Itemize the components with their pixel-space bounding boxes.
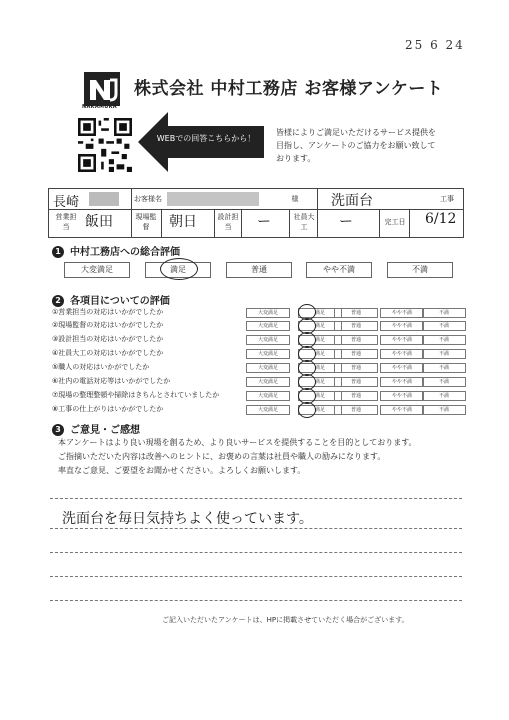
overall-option-slightly-dissatisfied[interactable]: やや不満 (306, 262, 372, 278)
company-logo-icon (84, 72, 120, 106)
rating-option[interactable]: 満足 (298, 391, 342, 401)
rating-option[interactable]: 大変満足 (246, 363, 290, 373)
rating-option[interactable]: 大変満足 (246, 321, 290, 331)
rating-option[interactable]: やや不満 (380, 321, 424, 331)
rating-option[interactable]: やや不満 (380, 349, 424, 359)
honorific-label: 様 (291, 195, 299, 203)
staff-label: 社員大工 (293, 213, 315, 231)
page-title: 株式会社 中村工務店 お客様アンケート (134, 79, 444, 99)
rating-option[interactable]: やや不満 (380, 405, 424, 415)
intro-text: 皆様によりご満足いただけるサービス提供を 目指し、アンケートのご協力をお願い致して おります。 (276, 128, 436, 163)
rating-row (52, 362, 509, 374)
question-label: ②現場監督の対応はいかがでしたか (52, 321, 164, 329)
rating-option[interactable]: 普通 (334, 308, 378, 318)
customer-label: お客様名 (134, 195, 162, 203)
sales-label: 営業担当 (55, 213, 77, 231)
blurred-customer (167, 192, 259, 206)
rating-option[interactable]: 普通 (334, 349, 378, 359)
question-label: ③設計担当の対応はいかがでしたか (52, 335, 164, 343)
overall-option-normal[interactable]: 普通 (226, 262, 292, 278)
info-table (48, 188, 464, 238)
site-value: 朝日 (169, 214, 197, 230)
rating-option[interactable]: 普通 (334, 363, 378, 373)
rating-option[interactable]: 不満 (422, 391, 466, 401)
rating-option[interactable]: 不満 (422, 405, 466, 415)
rating-option[interactable]: 普通 (334, 321, 378, 331)
completion-label: 完工日 (384, 218, 406, 226)
rating-option[interactable]: 不満 (422, 363, 466, 373)
comment-text[interactable]: 洗面台を毎日気持ちよく使っています。 (62, 511, 313, 527)
rating-option[interactable]: 満足 (298, 405, 342, 415)
comment-line (50, 498, 462, 499)
comment-line (50, 552, 462, 553)
rating-row (52, 404, 509, 416)
rating-option[interactable]: 大変満足 (246, 335, 290, 345)
question-label: ⑧工事の仕上がりはいかがでしたか (52, 405, 164, 413)
qr-code-icon[interactable] (78, 118, 132, 172)
sales-value: 飯田 (85, 214, 113, 230)
rating-option[interactable]: 満足 (298, 377, 342, 387)
rating-option[interactable]: 満足 (298, 349, 342, 359)
completion-value: 6/12 (425, 211, 457, 227)
rating-option[interactable]: 普通 (334, 405, 378, 415)
selected-mark (298, 402, 316, 418)
logo-caption: NAKAMURA (82, 104, 117, 110)
rating-row (52, 307, 509, 319)
comment-line (50, 600, 462, 601)
comment-line (50, 576, 462, 577)
overall-option-satisfied[interactable]: 満足 (145, 262, 211, 278)
comment-instructions: 本アンケートはより良い現場を創るため、より良いサービスを提供することを目的としております。 ご指摘いただいた内容は改善へのヒントに、お褒めの言葉は社員や職人の励みになります。 率直なご意見、ご要望をお聞かせください。よろしくお願いします。 (58, 438, 417, 475)
customer-name: 長崎 (53, 195, 80, 210)
rating-option[interactable]: 普通 (334, 335, 378, 345)
survey-date: 25 6 24 (405, 38, 465, 52)
rating-option[interactable]: 大変満足 (246, 391, 290, 401)
construction-label: 工事 (440, 195, 454, 203)
overall-option-dissatisfied[interactable]: 不満 (387, 262, 453, 278)
question-label: ⑤職人の対応はいかがでしたか (52, 363, 150, 371)
construction-value: 洗面台 (331, 193, 373, 209)
rating-option[interactable]: 満足 (298, 321, 342, 331)
rating-option[interactable]: 満足 (298, 308, 342, 318)
question-label: ①営業担当の対応はいかがでしたか (52, 308, 164, 316)
rating-option[interactable]: やや不満 (380, 363, 424, 373)
section-2-header: 2 各項目についての評価 (52, 292, 170, 307)
rating-row (52, 390, 509, 402)
overall-selected-mark (160, 258, 198, 280)
rating-option[interactable]: 普通 (334, 391, 378, 401)
footer-note: ご記入いただいたアンケートは、HPに掲載させていただく場合がございます。 (162, 616, 409, 624)
blurred-name (89, 192, 119, 206)
design-label: 設計担当 (217, 213, 239, 231)
design-value: ー (257, 214, 271, 230)
rating-option[interactable]: やや不満 (380, 335, 424, 345)
site-label: 現場監督 (135, 213, 157, 231)
rating-option[interactable]: 普通 (334, 377, 378, 387)
rating-option[interactable]: 不満 (422, 308, 466, 318)
question-label: ⑥社内の電話対応等はいかがでしたか (52, 377, 171, 385)
comment-line (50, 528, 462, 529)
overall-option-very-satisfied[interactable]: 大変満足 (64, 262, 130, 278)
rating-row (52, 376, 509, 388)
rating-option[interactable]: 不満 (422, 377, 466, 387)
rating-option[interactable]: 大変満足 (246, 349, 290, 359)
section-1-header: 1 中村工務店への総合評価 (52, 243, 180, 258)
rating-option[interactable]: やや不満 (380, 377, 424, 387)
question-label: ⑦現場の整理整頓や掃除はきちんとされていましたか (52, 391, 220, 399)
rating-option[interactable]: 不満 (422, 321, 466, 331)
web-answer-link[interactable]: WEBでの回答こちらから！ (156, 134, 256, 143)
rating-option[interactable]: やや不満 (380, 308, 424, 318)
rating-option[interactable]: 満足 (298, 363, 342, 373)
rating-row (52, 320, 509, 332)
staff-value: ー (339, 214, 353, 230)
rating-option[interactable]: 大変満足 (246, 308, 290, 318)
rating-option[interactable]: やや不満 (380, 391, 424, 401)
rating-row (52, 334, 509, 346)
rating-option[interactable]: 満足 (298, 335, 342, 345)
rating-option[interactable]: 不満 (422, 335, 466, 345)
section-3-header: 3 ご意見・ご感想 (52, 421, 140, 436)
question-label: ④社員大工の対応はいかがでしたか (52, 349, 164, 357)
rating-option[interactable]: 大変満足 (246, 405, 290, 415)
rating-option[interactable]: 大変満足 (246, 377, 290, 387)
rating-option[interactable]: 不満 (422, 349, 466, 359)
rating-row (52, 348, 509, 360)
